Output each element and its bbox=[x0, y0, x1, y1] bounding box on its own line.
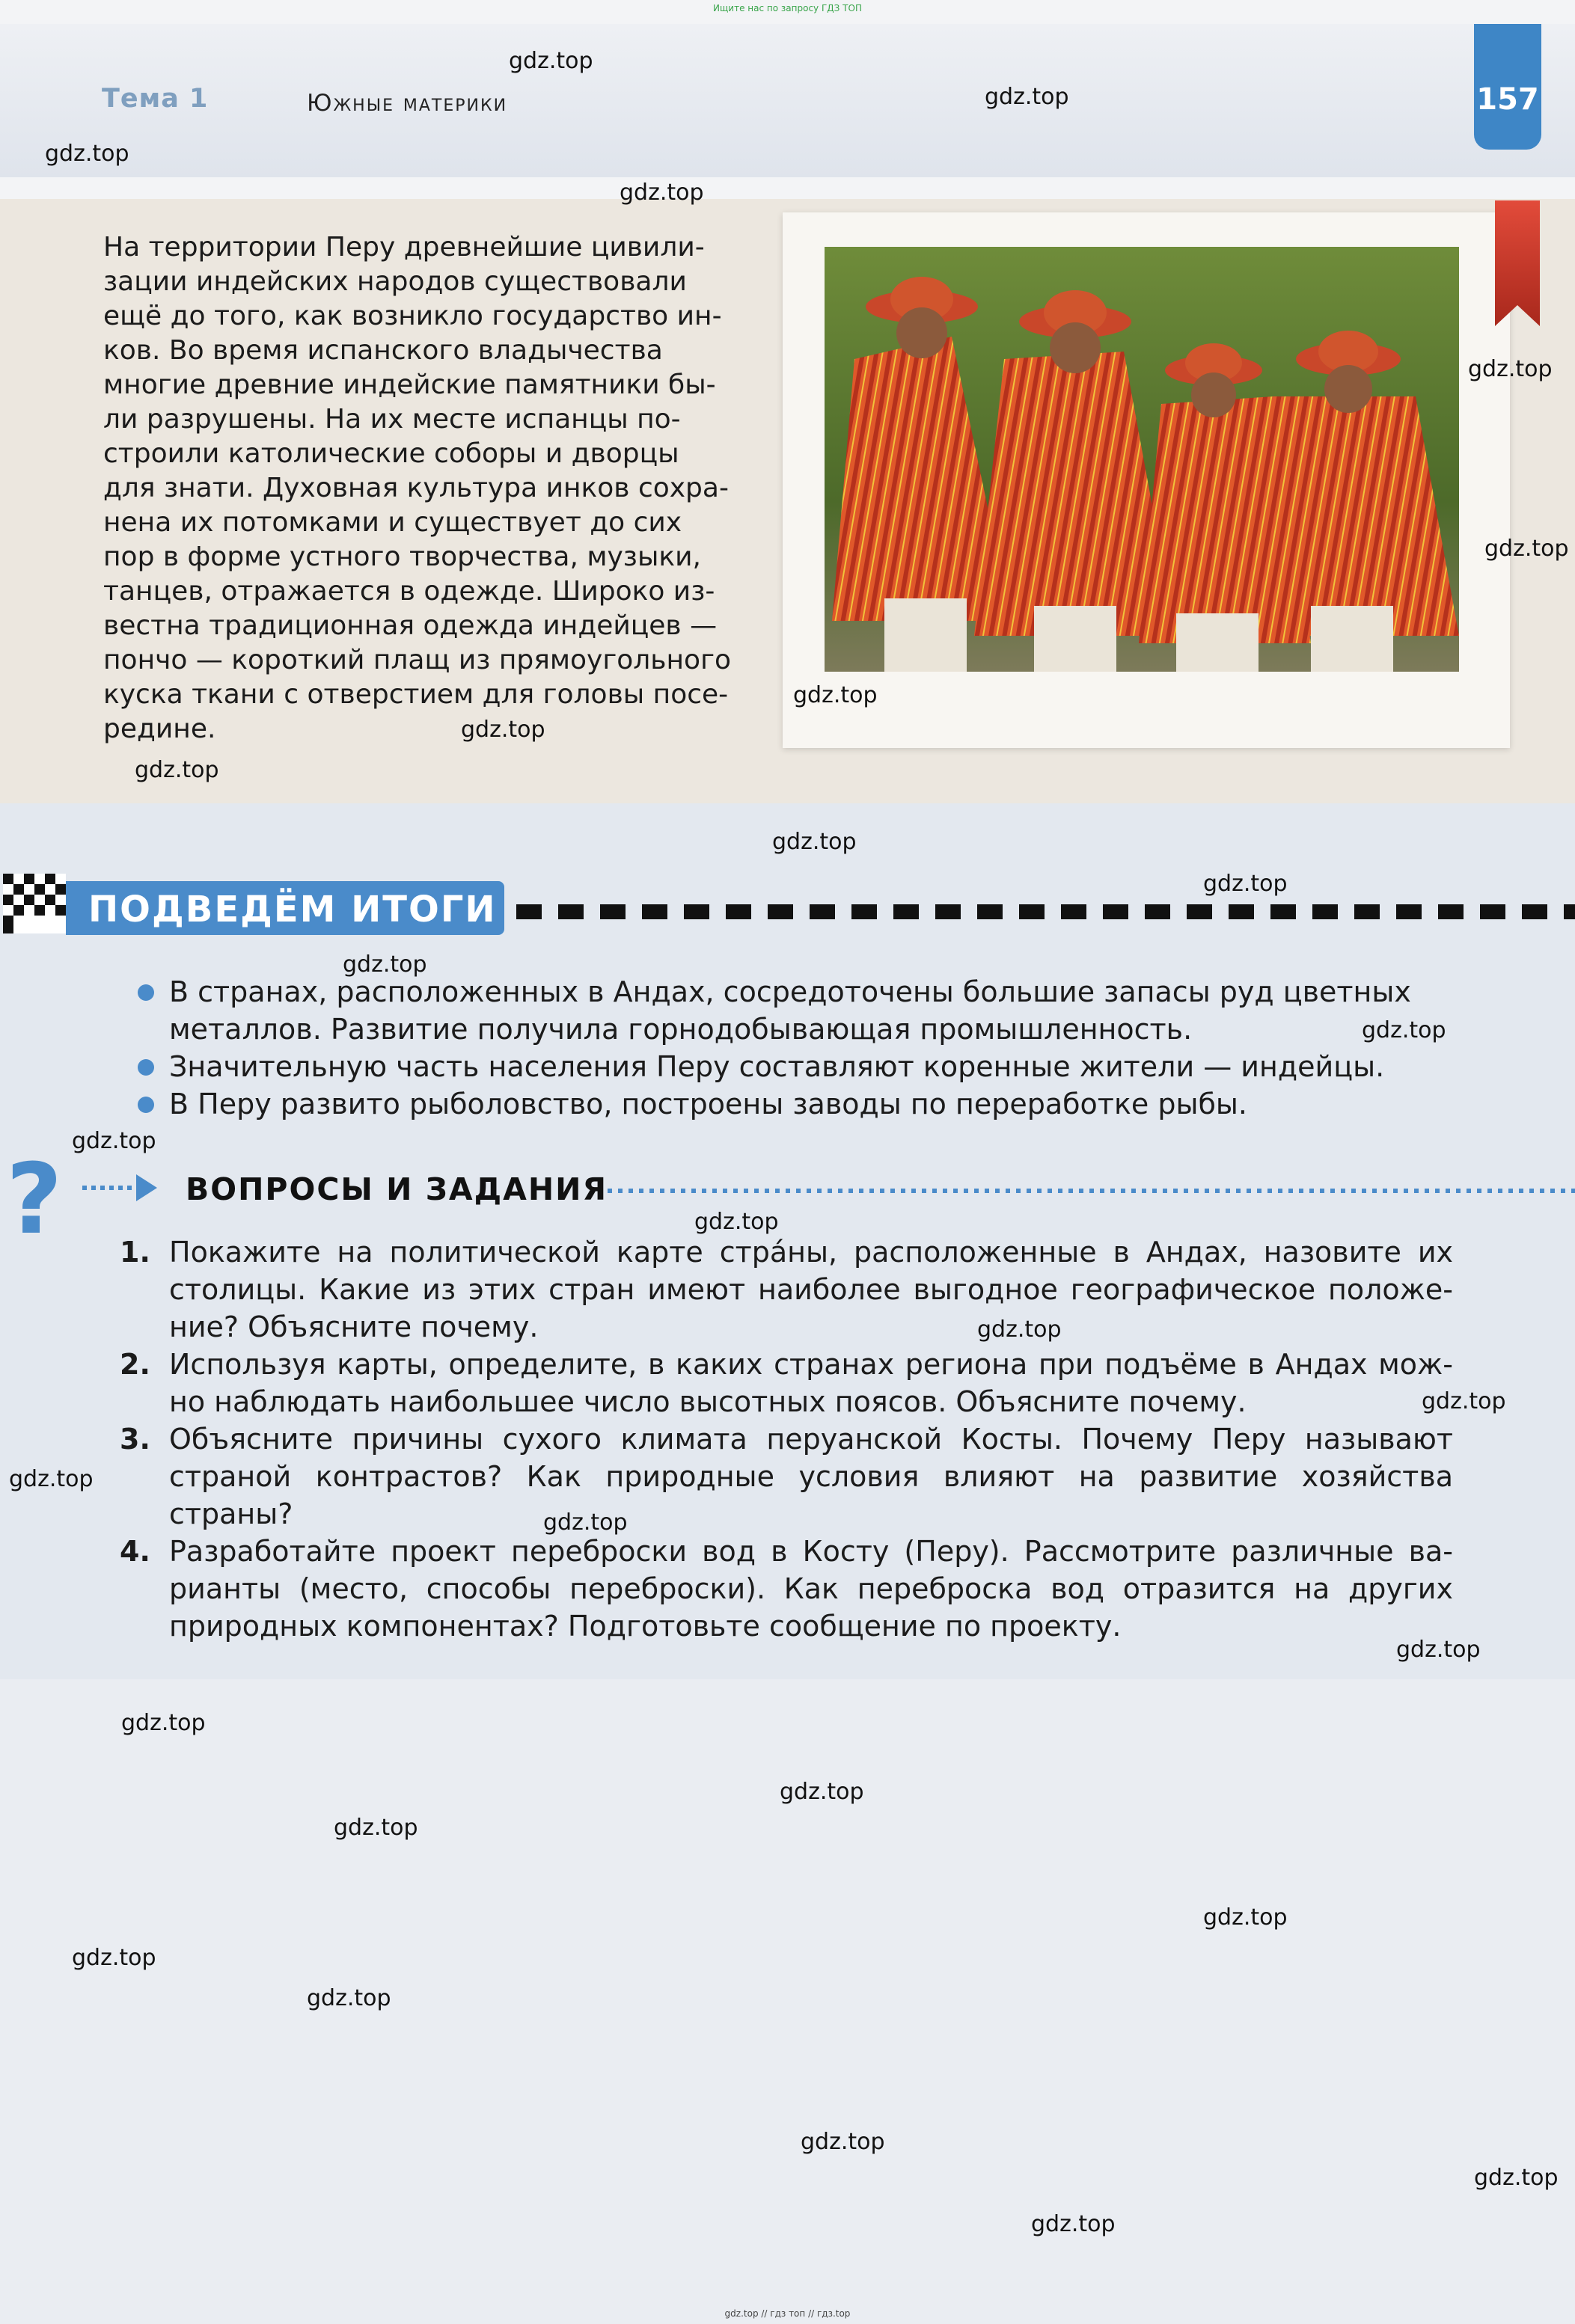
watermark: gdz.top bbox=[620, 180, 704, 206]
dashed-divider bbox=[516, 901, 1575, 923]
checkered-flag-icon bbox=[3, 874, 66, 933]
watermark: gdz.top bbox=[1203, 871, 1288, 897]
watermark: gdz.top bbox=[1484, 536, 1569, 562]
watermark: gdz.top bbox=[694, 1209, 779, 1235]
top-note: Ищите нас по запросу ГДЗ ТОП bbox=[713, 3, 862, 13]
bullet-dot bbox=[138, 1097, 154, 1113]
summary-line: В странах, расположенных в Андах, сосредоточены большие запасы руд цветных bbox=[169, 975, 1411, 1008]
question-line: столицы. Какие из этих стран имеют наиболее выгодное географическое положе- bbox=[169, 1273, 1453, 1306]
summary-title: ПОДВЕДЁМ ИТОГИ bbox=[88, 889, 497, 930]
watermark: gdz.top bbox=[1422, 1388, 1506, 1414]
bookmark-ribbon-icon bbox=[1495, 200, 1540, 326]
theme-label: Тема 1 bbox=[102, 84, 209, 114]
page-header bbox=[0, 24, 1575, 177]
watermark: gdz.top bbox=[72, 1128, 156, 1154]
question-line: Объясните причины сухого климата перуанской Косты. Почему Перу называют bbox=[169, 1423, 1453, 1456]
question-line: страны? bbox=[169, 1497, 293, 1530]
bullet-dot bbox=[138, 984, 154, 1001]
question-line: Покажите на политической карте стрáны, расположенные в Андах, назовите их bbox=[169, 1236, 1453, 1269]
watermark: gdz.top bbox=[334, 1815, 418, 1841]
dotted-arrow-icon bbox=[82, 1171, 157, 1204]
summary-line: Значительную часть населения Перу составляют коренные жители — индейцы. bbox=[169, 1050, 1385, 1083]
question-line: Используя карты, определите, в каких странах региона при подъёме в Андах мож- bbox=[169, 1348, 1453, 1381]
watermark: gdz.top bbox=[793, 682, 878, 708]
watermark: gdz.top bbox=[1362, 1017, 1446, 1043]
watermark: gdz.top bbox=[977, 1316, 1062, 1343]
watermark: gdz.top bbox=[1031, 2211, 1116, 2237]
watermark: gdz.top bbox=[45, 141, 129, 167]
questions-title: ВОПРОСЫ И ЗАДАНИЯ bbox=[186, 1171, 608, 1207]
watermark: gdz.top bbox=[307, 1985, 391, 2011]
info-text: На территории Перу древнейшие цивили- зации индейских народов существовали ещё до того, как возникло государство ин- ков. Во время испанского владычества многие древние индейские памятники бы- ли разрушены. На их месте испанцы по- строили католические соборы и дворцы для знати. Духовная культура инков сохра- нена их потомками и существует до сих пор в форме устного творчества, музыки, танцев, отражается в одежде. Широко из- вестна традиционная одежда индейцев — пончо — короткий плащ из прямоугольного куска ткани с отверстием для головы посе- редине. bbox=[103, 232, 732, 744]
watermark: gdz.top bbox=[135, 757, 219, 783]
watermark: gdz.top bbox=[1468, 356, 1553, 382]
question-line: но наблюдать наибольшее число высотных поясов. Объясните почему. bbox=[169, 1385, 1247, 1418]
question-line: Разработайте проект переброски вод в Косту (Перу). Рассмотрите различные ва- bbox=[169, 1535, 1453, 1568]
bottom-note: gdz.top // гдз топ // гдз.top bbox=[724, 2308, 851, 2319]
watermark: gdz.top bbox=[985, 84, 1069, 110]
watermark: gdz.top bbox=[772, 829, 857, 855]
question-number: 3. bbox=[120, 1423, 150, 1456]
watermark: gdz.top bbox=[1203, 1904, 1288, 1931]
watermark: gdz.top bbox=[801, 2129, 885, 2155]
watermark: gdz.top bbox=[1396, 1637, 1481, 1663]
question-number: 4. bbox=[120, 1535, 150, 1568]
watermark: gdz.top bbox=[121, 1710, 206, 1736]
question-mark-icon bbox=[3, 1149, 63, 1246]
photo-peruvian-children bbox=[825, 247, 1459, 672]
question-line: рианты (место, способы переброски). Как переброска вод отразится на других bbox=[169, 1572, 1453, 1605]
summary-line: металлов. Развитие получила горнодобывающая промышленность. bbox=[169, 1013, 1193, 1046]
watermark: gdz.top bbox=[780, 1779, 864, 1805]
question-number: 2. bbox=[120, 1348, 150, 1381]
page-number: 157 bbox=[1476, 82, 1539, 117]
watermark: gdz.top bbox=[1474, 2165, 1559, 2191]
svg-text:?: ? bbox=[6, 1149, 63, 1246]
dotted-divider bbox=[608, 1188, 1575, 1194]
section-title: Южные материки bbox=[307, 90, 508, 117]
lower-band bbox=[0, 1679, 1575, 2324]
watermark: gdz.top bbox=[72, 1945, 156, 1971]
watermark: gdz.top bbox=[543, 1509, 628, 1536]
question-line: страной контрастов? Как природные условия влияют на развитие хозяйства bbox=[169, 1460, 1453, 1493]
bullet-dot bbox=[138, 1059, 154, 1076]
summary-line: В Перу развито рыболовство, построены заводы по переработке рыбы. bbox=[169, 1088, 1247, 1120]
question-line: ние? Объясните почему. bbox=[169, 1310, 539, 1343]
question-number: 1. bbox=[120, 1236, 150, 1269]
question-line: природных компонентах? Подготовьте сообщение по проекту. bbox=[169, 1610, 1122, 1643]
watermark: gdz.top bbox=[343, 951, 427, 978]
watermark: gdz.top bbox=[461, 717, 545, 743]
watermark: gdz.top bbox=[9, 1466, 94, 1492]
watermark: gdz.top bbox=[509, 48, 593, 74]
